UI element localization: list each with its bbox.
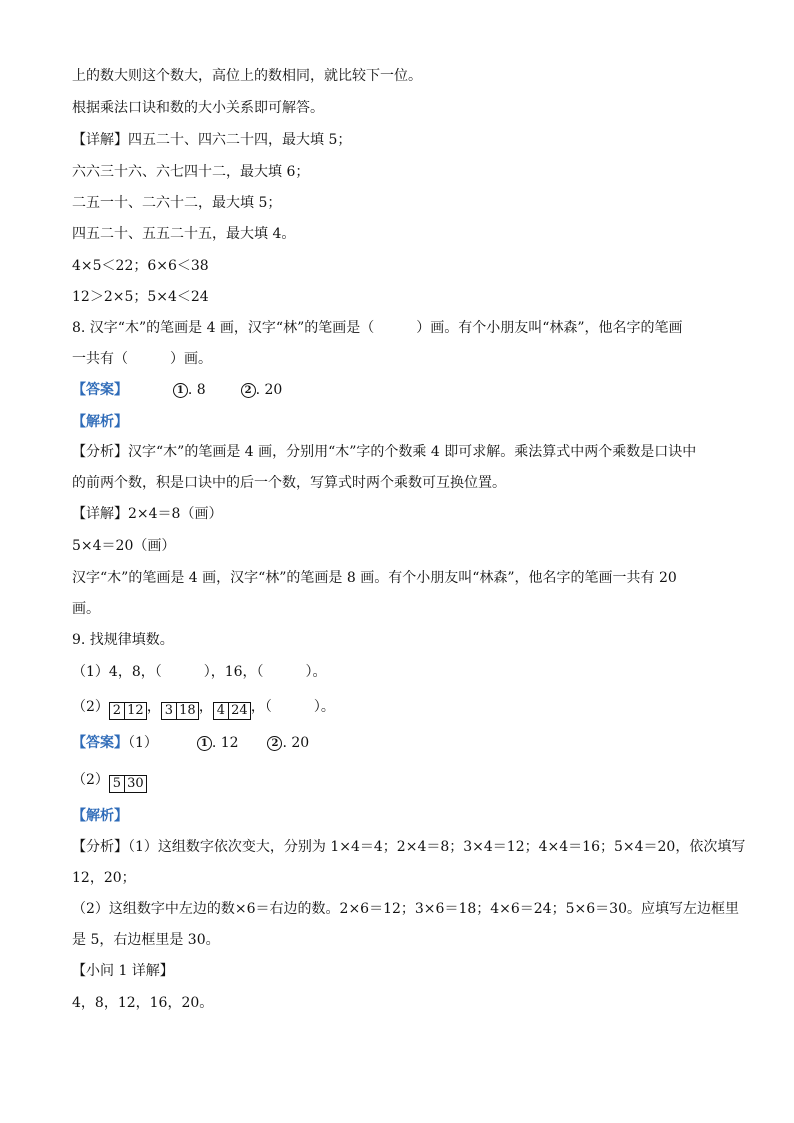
text-line: 【分析】汉字“木”的笔画是 4 画，分别用“木”字的个数乘 4 即可求解。乘法算式中两个乘数是口诀中: [72, 444, 697, 460]
blank-suffix: ，（ ）。: [250, 699, 335, 715]
circled-number: 1: [197, 736, 212, 751]
text-line: 画。: [72, 601, 100, 617]
circled-number: 2: [241, 383, 256, 398]
text-line: （2）这组数字中左边的数×6＝右边的数。2×6＝12；3×6＝18；4×6＝24；5×6＝30。应填写左边框里: [72, 901, 739, 917]
answer-value: . 20: [255, 382, 283, 398]
question-9-part1: （1）4，8，（ ），16，（ ）。: [72, 664, 327, 680]
subquestion-heading: 【小问 1 详解】: [72, 963, 174, 979]
left-box: 5: [109, 775, 125, 793]
right-box: 12: [125, 702, 147, 720]
question-8-line2: 一共有（ ）画。: [72, 351, 212, 367]
part-label: （2）: [72, 699, 109, 715]
part-label: （2）: [72, 772, 109, 788]
number-box-pair: [109, 773, 147, 791]
text-line: 四五二十、五五二十五，最大填 4。: [72, 226, 296, 242]
text-line: 汉字“木”的笔画是 4 画，汉字“林”的笔画是 8 画。有个小朋友叫“林森”，他名字的笔画一共有 20: [72, 570, 677, 586]
question-8-line1: 8. 汉字“木”的笔画是 4 画，汉字“林”的笔画是（ ）画。有个小朋友叫“林森”，他名字的笔画: [72, 320, 683, 336]
text-line: 【详解】四五二十、四六二十四，最大填 5；: [72, 132, 352, 148]
text-line: 5×4＝20（画）: [72, 538, 176, 554]
analysis-tag: 【解析】: [72, 414, 128, 430]
answer-8: [72, 380, 282, 400]
text-line: 根据乘法口诀和数的大小关系即可解答。: [72, 100, 324, 116]
number-box-pair: [109, 700, 147, 718]
circled-number: 1: [173, 383, 188, 398]
text-line: 12，20；: [72, 870, 136, 886]
right-box: 18: [177, 702, 199, 720]
answer-value: . 12: [211, 735, 239, 751]
number-box-pair: [161, 700, 199, 718]
number-box-pair: [213, 700, 251, 718]
text-line: 二五一十、二六十二，最大填 5；: [72, 195, 282, 211]
text-line: 4，8，12，16，20。: [72, 995, 214, 1011]
left-box: 2: [109, 702, 125, 720]
left-box: 3: [161, 702, 177, 720]
text-line: 的前两个数，积是口诀中的后一个数，写算式时两个乘数可互换位置。: [72, 475, 506, 491]
answer-tag: 【答案】: [72, 382, 128, 398]
question-9: 9. 找规律填数。: [72, 632, 174, 648]
right-box: 24: [229, 702, 251, 720]
text-line: 【详解】2×4＝8（画）: [72, 506, 223, 522]
answer-tag: 【答案】: [72, 735, 128, 751]
text-line: 【分析】（1）这组数字依次变大，分别为 1×4＝4；2×4＝8；3×4＝12；4×4＝16；5×4＝20，依次填写: [72, 839, 746, 855]
analysis-9-tag: [72, 806, 128, 826]
circled-number: 2: [267, 736, 282, 751]
answer-value: . 8: [187, 382, 206, 398]
question-9-part2: （2） 2 12 ， 3 18 ， 4 24 ，（ ）。: [72, 699, 335, 718]
answer-value: . 20: [282, 735, 310, 751]
math-line: 4×5＜22；6×6＜38: [72, 258, 209, 274]
right-box: 30: [125, 775, 147, 793]
part-label: （1）: [128, 735, 158, 751]
answer-9: [72, 733, 309, 753]
text-line: 是 5，右边框里是 30。: [72, 932, 220, 948]
math-line: 12＞2×5；5×4＜24: [72, 289, 209, 305]
analysis-8-tag: [72, 412, 128, 432]
left-box: 4: [213, 702, 229, 720]
text-line: 上的数大则这个数大，高位上的数相同，就比较下一位。: [72, 68, 422, 84]
answer-9-part2: [72, 770, 147, 791]
text-line: 六六三十六、六七四十二，最大填 6；: [72, 164, 310, 180]
analysis-tag: 【解析】: [72, 808, 128, 824]
